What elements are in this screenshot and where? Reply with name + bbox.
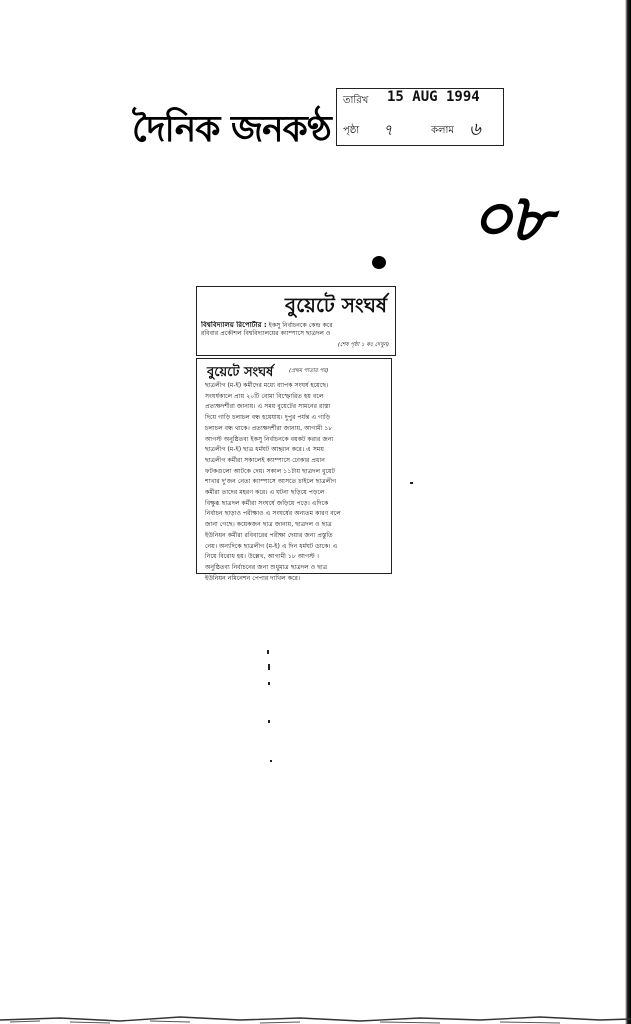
- body-line: ছাত্রলীগ কর্মীরা সকালেই ক্যাম্পাসে ঢোকার প্রধান: [205, 456, 325, 464]
- body-line: দিয়ে গাড়ি চলাচল বন্ধ হয়েযায়। দুপুর পর্যন্ত এ গাড়ি: [205, 414, 331, 422]
- scan-speck: [410, 482, 413, 484]
- body-line: প্রত্যক্ষদর্শীরা জানায়। এ সময় বুয়েটের সামনের রাস্তা: [205, 403, 331, 411]
- scan-speck: [268, 664, 270, 670]
- body-line: ছাত্রলীগ (ম-ই) ছাত্র ধর্মঘট আহ্বান করে। এ সময়: [205, 446, 324, 454]
- ink-blot: [372, 256, 386, 269]
- lead-line-2: রবিবার প্রকৌশল বিশ্ববিদ্যালয়ের ক্যাম্পাসে ছাত্রদল ও: [201, 330, 331, 337]
- clipping-headline-box: [196, 286, 396, 356]
- clipping-lead: [201, 321, 391, 338]
- scan-speck: [267, 650, 269, 654]
- clipping-body-box: [196, 358, 392, 582]
- body-line: শাখার দু'জন নেতা ক্যাম্পাসে আসতে চাইলে ছাত্রলীগ: [205, 478, 337, 486]
- body-line: কর্মীরা তাদের মহরণ করে। এ ঘটনা ছড়িয়ে পড়লে: [205, 489, 325, 497]
- body-line: নেয়। অন্যদিকে ছাত্রলীগ (ম-ই) এ দিন ধর্মঘট ডাকে। এ: [205, 542, 338, 550]
- stamp-date-value: 15 AUG 1994: [387, 89, 480, 105]
- body-line: ইউনিয়ন নমিনেশন পেপার দাখিল করে।: [205, 574, 301, 582]
- body-line: অনুষ্ঠিতব্য নির্বাচনের জন্য শুধুমাত্র ছাত্রদল ও ছাত্র: [205, 563, 328, 571]
- scan-speck: [268, 682, 270, 685]
- body-line: সংঘর্ষকালে প্রায় ২০টি বোমা বিস্ফোরিত হয় বলে: [205, 392, 324, 400]
- body-line: বিক্ষুব্ধ ছাত্রদল কর্মীরা সংঘর্ষে জড়িয়ে পড়ে। এদিকে: [205, 499, 329, 507]
- stamp-column-value: ৬: [469, 119, 481, 140]
- from-page-note: (প্রথম পাতার পর): [289, 368, 329, 374]
- body-line: ইউনিয়ন কর্মীরা রবিবারের পরীক্ষা দেয়ার জন্য প্রস্তুতি: [205, 531, 333, 539]
- body-line: নিয়ে বিরোধ হয়। উল্লেখ, আগামী ১৮ আগস্ট ।: [205, 553, 319, 561]
- handwritten-number: ০৮: [470, 179, 548, 257]
- clipping-body-text: [205, 381, 385, 584]
- lead-line-1: ইকসু নির্বাচনকে কেন্দ্র করে: [268, 322, 333, 329]
- stamp-page-value: ৭: [383, 121, 393, 139]
- stamp-date-label: তারিখ: [343, 95, 369, 106]
- reporter-credit: বিশ্ববিদ্যালয় রিপোর্টার :: [201, 321, 267, 329]
- stamp-page-label: পৃষ্ঠা: [343, 125, 360, 136]
- body-line: চলাচল বন্ধ থাকে। প্রত্যক্ষদর্শীরা জানায়, আগামী ১৮: [205, 424, 333, 432]
- clipping-headline: বুয়েটে সংঘর্ষ: [284, 293, 387, 317]
- scan-speck: [270, 760, 272, 762]
- scan-speck: [268, 720, 270, 723]
- clipping-body-headline: বুয়েটে সংঘর্ষ: [207, 365, 274, 380]
- stamp-column-label: কলাম: [431, 125, 454, 136]
- body-line: আগস্ট অনুষ্ঠিতব্য ইকসু নির্বাচনকে বয়কট করার জন্য: [205, 435, 334, 443]
- scan-edge-shadow: [625, 0, 631, 1024]
- newspaper-name: দৈনিক জনকণ্ঠ: [132, 108, 331, 150]
- body-line: নির্বাচন ছাড়াও পরীক্ষাও এ সংঘর্ষের অন্যতম কারণ বলে: [205, 510, 341, 518]
- archive-stamp: [336, 88, 504, 146]
- body-line: ফটকগুলো আটকে দেয়। সকাল ১১টায় ছাত্রদল বুয়েট: [205, 467, 335, 475]
- scan-bottom-noise: [0, 1010, 631, 1024]
- body-line: ছাত্রলীগ (ম-ই) কর্মীদের মধ্যে ব্যাপক সংঘর্ষ হয়েছে।: [205, 382, 329, 389]
- body-line: জানা গেছে। কয়েকজন ছাত্র জানায়, ছাত্রদল ও ছাত্র: [205, 521, 332, 529]
- continued-note: (শেষ পৃষ্ঠা ১ কঃ দেখুন): [337, 342, 389, 348]
